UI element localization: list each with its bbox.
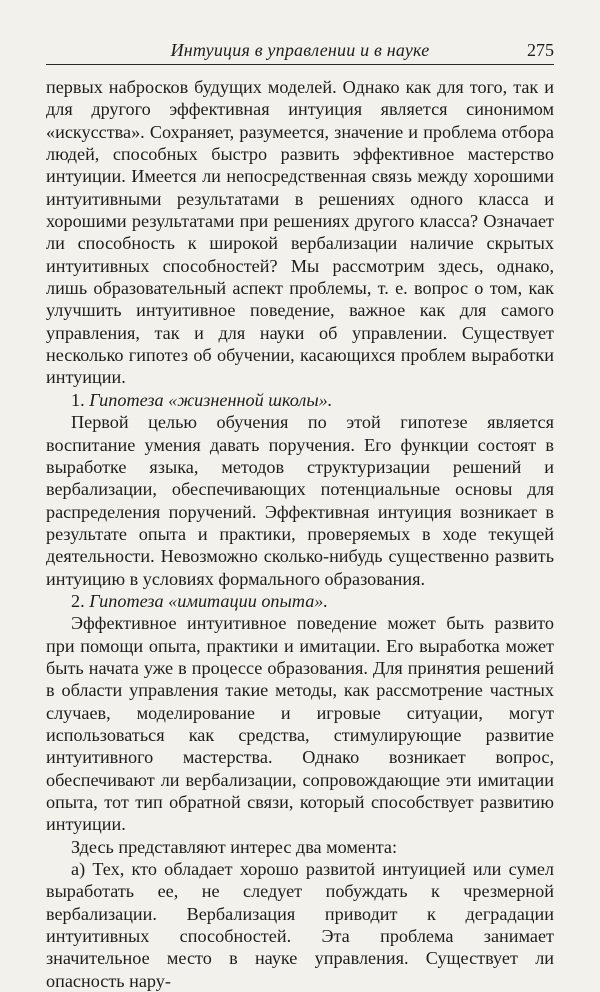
hypothesis-2-heading (46, 590, 554, 612)
hypothesis-2-number: 2. (71, 590, 85, 611)
paragraph-two-points: Здесь представляют интерес два момента: (71, 836, 398, 857)
paragraph-hypothesis-2: Эффективное интуитивное поведение может быть развито при помощи опыта, практики и имитации. Его выработка может быть начата уже в процессе образования. Для принятия решений в области управления такие методы, как рассмотрение частных случаев, моделирование и игровые ситуации, могут использоваться как средства, стимулирующие развитие интуитивного мастерства. Однако возникает вопрос, обеспечивают ли вербализации, сопровождающие эти имитации опыта, тот тип обратной связи, который способствует развитию интуиции. (46, 613, 554, 835)
running-header (46, 38, 554, 65)
page-number: 275 (527, 40, 554, 60)
hypothesis-1-heading (46, 389, 554, 411)
hypothesis-2-title: Гипотеза «имитации опыта». (89, 590, 328, 611)
paragraph-point-a: а) Тех, кто обладает хорошо развитой интуицией или сумел выработать ее, не следует побуждать к чрезмерной вербализации. Вербализация приводит к деградации интуитивных способностей. Эта проблема занимает значительное место в науке управления. Существует ли опасность нару- (46, 859, 554, 991)
hypothesis-1-number: 1. (71, 389, 85, 410)
hypothesis-1-title: Гипотеза «жизненной школы». (89, 389, 333, 410)
running-title: Интуиция в управлении и в науке (170, 40, 430, 60)
body-text (46, 76, 554, 992)
paragraph-intro: первых набросков будущих моделей. Однако как для того, так и для другого эффективная интуиция является синонимом «искусства». Сохраняет, разумеется, значение и проблема отбора людей, способных быстро развить эффективное мастерство интуиции. Имеется ли непосредственная связь между хорошими интуитивными результатами в решениях одного класса и хорошими результатами при решениях другого класса? Означает ли способность к широкой вербализации наличие скрытых интуитивных способностей? Мы рассмотрим здесь, однако, лишь образовательный аспект проблемы, т. е. вопрос о том, как улучшить интуитивное поведение, важное как для самого управления, так и для науки об управлении. Существует несколько гипотез об обучении, касающихся проблем выработки интуиции. (46, 77, 554, 388)
paragraph-hypothesis-1: Первой целью обучения по этой гипотезе является воспитание умения давать поручения. Его функции состоят в выработке языка, методов структуризации решений и вербализации, обеспечивающих потенциальные основы для распределения поручений. Эффективная интуиция возникает в результате опыта и практики, проверяемых в ходе текущей деятельности. Невозможно сколько-нибудь существенно развить интуицию в условиях формального образования. (46, 412, 554, 589)
